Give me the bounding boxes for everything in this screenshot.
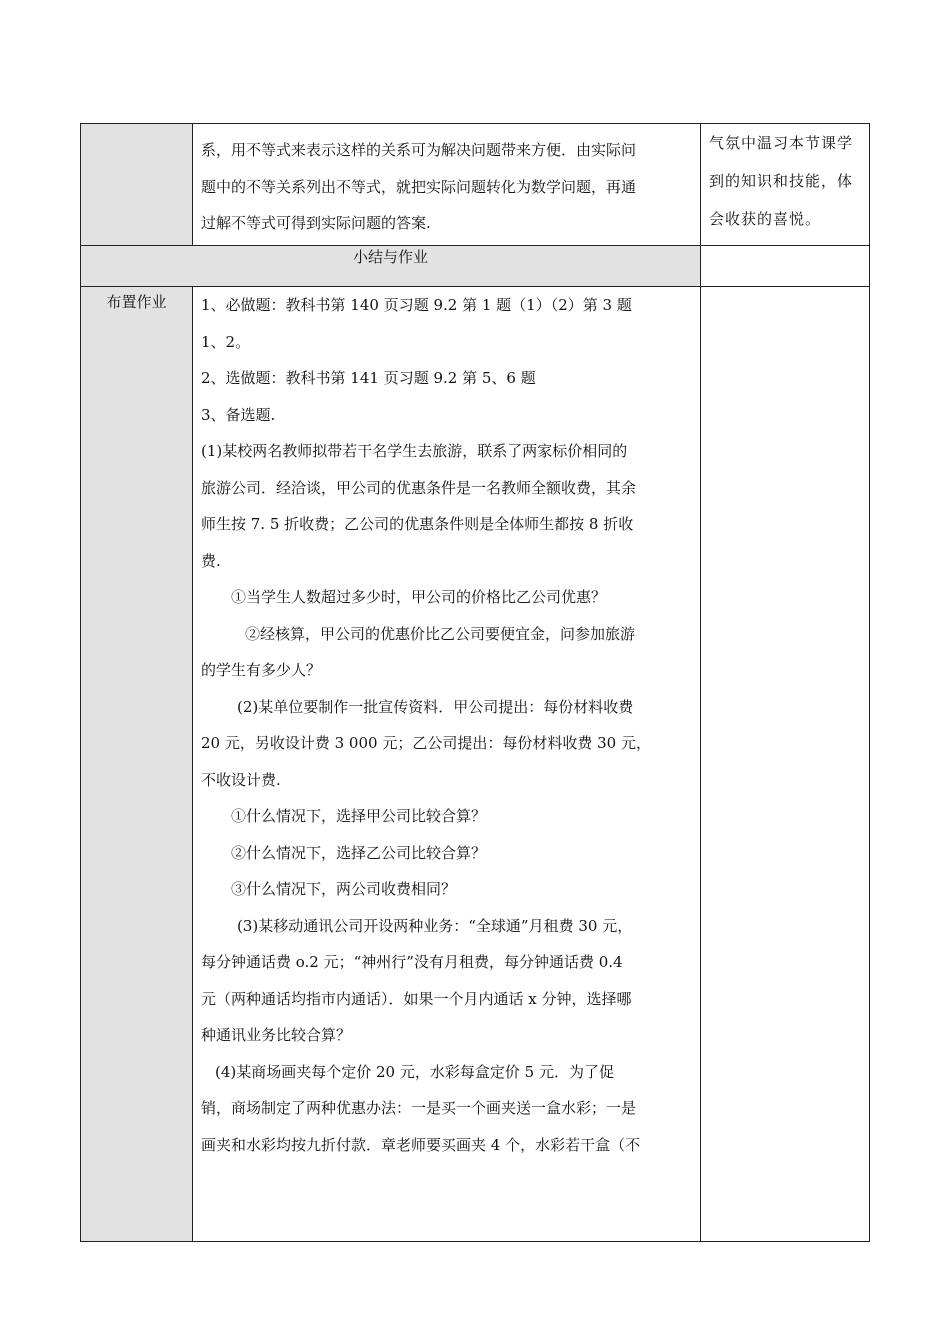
homework-line: 3、备选题. bbox=[201, 405, 276, 424]
homework-line: ①什么情况下，选择甲公司比较合算？ bbox=[231, 807, 487, 825]
intro-label-cell bbox=[81, 124, 193, 246]
homework-line: 的学生有多少人？ bbox=[201, 661, 322, 679]
summary-intent-cell bbox=[701, 246, 870, 287]
homework-lines bbox=[193, 287, 700, 1163]
intent-line-1: 气氛中温习本节课学 bbox=[709, 134, 854, 152]
lesson-plan-table bbox=[80, 123, 870, 1242]
homework-line: (2)某单位要制作一批宣传资料．甲公司提出：每份材料收费 bbox=[237, 697, 634, 716]
homework-line: 20 元，另收设计费 3 000 元；乙公司提出：每份材料收费 30 元， bbox=[201, 734, 651, 752]
homework-intent-cell bbox=[701, 287, 870, 1242]
homework-line: 费. bbox=[201, 551, 221, 570]
summary-title-cell bbox=[81, 246, 701, 287]
homework-line: ②经核算，甲公司的优惠价比乙公司要便宜金，问参加旅游 bbox=[245, 624, 636, 643]
intro-row bbox=[81, 124, 870, 246]
intro-line-2: 题中的不等关系列出不等式，就把实际问题转化为数学问题，再通 bbox=[201, 177, 637, 196]
homework-line: 1、2。 bbox=[201, 332, 251, 351]
homework-line: (3)某移动通讯公司开设两种业务：“全球通”月租费 30 元， bbox=[237, 916, 633, 935]
homework-label: 布置作业 bbox=[106, 293, 167, 311]
homework-line: (1)某校两名教师拟带若干名学生去旅游，联系了两家标价相同的 bbox=[201, 442, 628, 460]
summary-row bbox=[81, 246, 870, 287]
summary-title: 小结与作业 bbox=[352, 248, 428, 266]
intro-line-3: 过解不等式可得到实际问题的答案. bbox=[201, 214, 431, 232]
homework-line: 销，商场制定了两种优惠办法：一是买一个画夹送一盒水彩；一是 bbox=[201, 1099, 637, 1117]
homework-line: 不收设计费. bbox=[201, 770, 281, 789]
homework-line: 每分钟通话费 o.2 元；“神州行”没有月租费，每分钟通话费 0.4 bbox=[201, 953, 623, 971]
homework-line: (4)某商场画夹每个定价 20 元，水彩每盒定价 5 元．为了促 bbox=[215, 1062, 614, 1081]
homework-line: ③什么情况下，两公司收费相同？ bbox=[231, 880, 457, 898]
intro-line-1: 系，用不等式来表示这样的关系可为解决问题带来方便．由实际问 bbox=[201, 141, 637, 159]
homework-line: 2、选做题：教科书第 141 页习题 9.2 第 5、6 题 bbox=[201, 369, 536, 387]
homework-line: 旅游公司．经洽谈，甲公司的优惠条件是一名教师全额收费，其余 bbox=[201, 478, 637, 497]
homework-line: ②什么情况下，选择乙公司比较合算？ bbox=[231, 843, 487, 862]
homework-label-cell bbox=[81, 287, 193, 1242]
homework-line: 画夹和水彩均按九折付款．章老师要买画夹 4 个，水彩若干盒（不 bbox=[201, 1135, 641, 1154]
homework-line: 种通讯业务比较合算？ bbox=[201, 1026, 352, 1044]
homework-content-cell bbox=[193, 287, 701, 1242]
intro-intent-cell bbox=[701, 124, 870, 246]
homework-line: ①当学生人数超过多少时，甲公司的价格比乙公司优惠？ bbox=[231, 588, 607, 606]
homework-line: 师生按 7. 5 折收费；乙公司的优惠条件则是全体师生都按 8 折收 bbox=[201, 515, 634, 533]
homework-line: 1、必做题：教科书第 140 页习题 9.2 第 1 题（1）（2）第 3 题 bbox=[201, 296, 632, 314]
homework-line: 元（两种通话均指市内通话）．如果一个月内通话 x 分钟，选择哪 bbox=[201, 989, 632, 1008]
intent-line-2: 到的知识和技能，体 bbox=[709, 172, 854, 190]
homework-row bbox=[81, 287, 870, 1242]
intro-content-cell bbox=[193, 124, 701, 246]
intent-line-3: 会收获的喜悦。 bbox=[709, 210, 822, 228]
